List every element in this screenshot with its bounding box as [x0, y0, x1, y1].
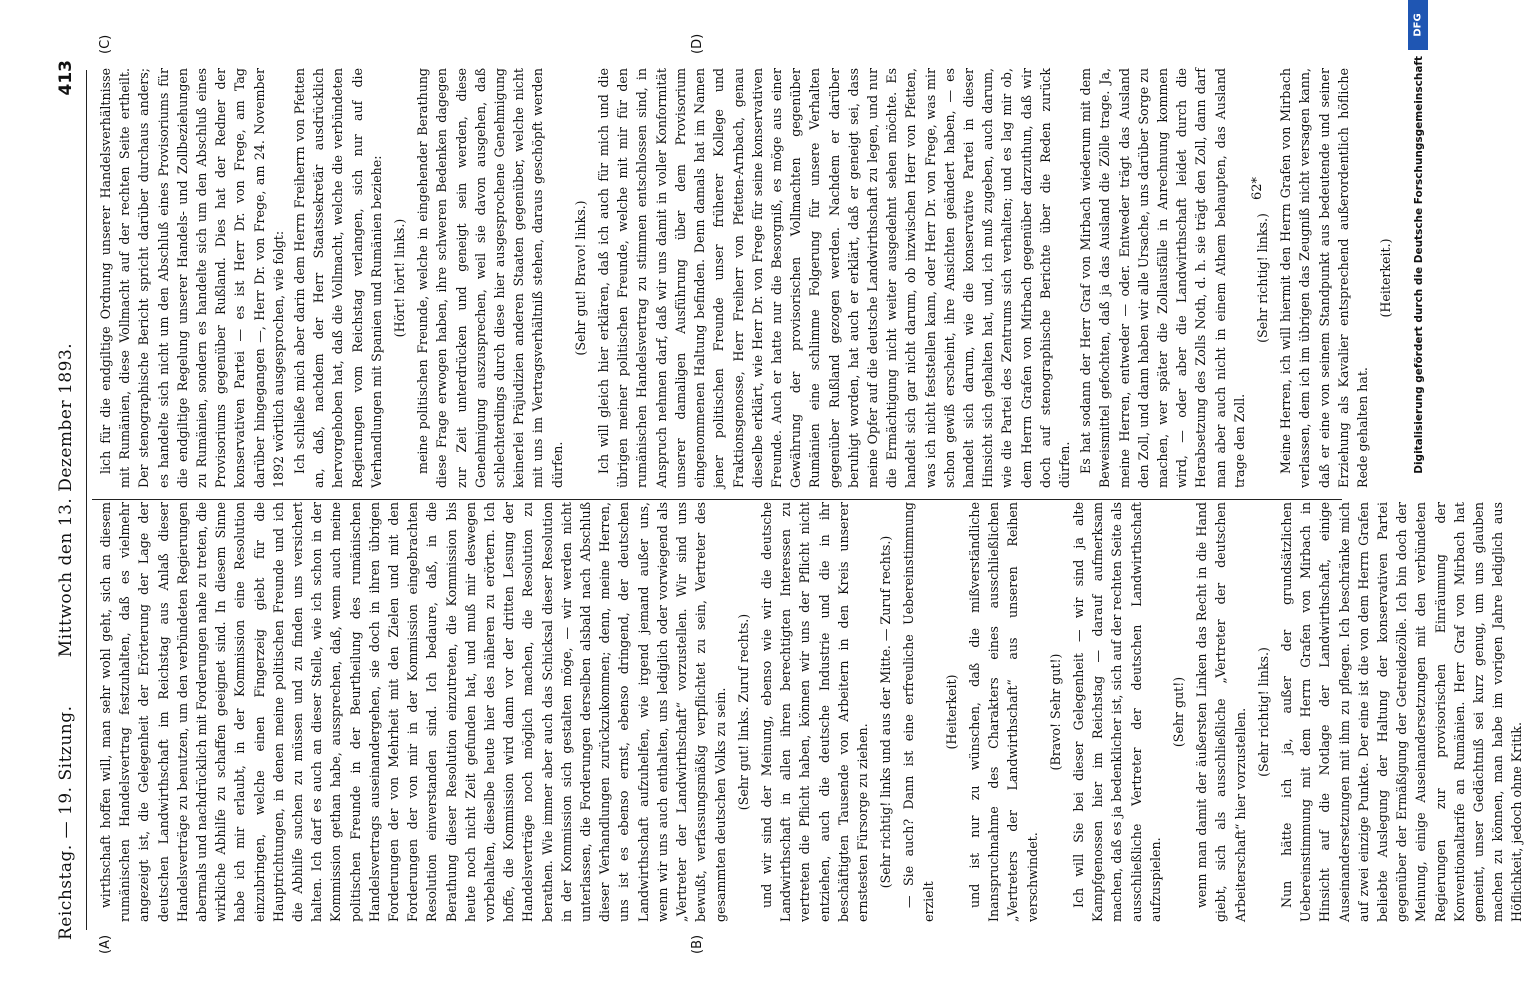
- dfg-notice: Digitalisierung gefördert durch die Deutsche Forschungsgemeinschaft: [1413, 56, 1425, 474]
- paragraph: Ich will gleich hier erklären, daß ich auch für mich und die übrigen meiner politischen Freunde, welche mit mir für den rumänischen Handelsvertrag zu stimmen entschlossen sind, in Anspruch nehmen darf, daß wir uns damit in voller Konformität unserer damaligen Ausführung über dem Provisorium eingenommenen Haltung befinden. Denn damals hat im Namen jener politischen Freunde unser früherer Kollege und Fraktionsgenosse, Herr Freiherr von Pfetten-Arnbach, genau dieselbe erklärt, wie Herr Dr. von Frege für seine konservativen Freunde. Auch er hatte nur die Besorgniß, es möge aus einer Gewährung der provisorischen Vollmachten gegenüber Rumänien eine schlimme Folgerung für unsere Verhalten gegenüber Rußland gezogen werden. Nachdem er darüber beruhigt worden, hat auch er erklärt, daß er geneigt sei, dass meine Opfer auf die deutsche Landwirthschaft zu legen, und nur die Ermächtigung nicht weiter ausgedehnt sehen möchte. Es handelt sich gar nicht darum, ob inzwischen Herr von Pfetten, was ich nicht feststellen kann, oder Herr Dr. von Frege, was mir schon gewiß erscheint, ihre Ansichten geändert haben, — es handelt sich darum, wie die konservative Partei in dieser Hinsicht sich gehalten hat, und, ich muß zugeben, auch darum, wie die Partei des Zentrums sich verhalten; und es lag mir ob, dem Herrn Grafen von Mirbach gegenüber darzuthun, daß wir doch auf stenographische Berichte über die Reden zurück dürfen.: [596, 68, 1072, 488]
- header-date: Mittwoch den 13. Dezember 1893.: [56, 342, 76, 658]
- interjection: (Hört! hört! links.): [392, 218, 408, 338]
- paragraph: Es hat sodann der Herr Graf von Mirbach wiederum mit dem Beweismittel gefochten, daß ja das Ausland die Zölle trage. Ja, meine Herren, entweder — oder. Entweder trägt das Ausland den Zoll, und dann haben wir alle Ursache, uns darüber Sorge zu machen, wer später die Zollausfälle in Anrechnung kommen wird, — oder aber die Landwirthschaft leidet durch die Herabsetzung des Zolls Noth, d. h. sie trägt den Zoll, dann darf man aber auch nicht in einem Athem behaupten, das Ausland trage den Zoll.: [1078, 68, 1247, 488]
- paragraph: lich für die endgiltige Ordnung unserer Handelsverhältnisse mit Rumänien, diese Vollmacht auf der rechten Seite ertheilt. Der stenographische Bericht spricht darüber durchaus anders; es handelte sich nicht um den Abschluß eines Provisoriums für die endgiltige Regelung unserer Handels- und Zollbeziehungen zu Rumänien, sondern es handelte sich um den Abschluß eines Provisoriums gegenüber Rußland. Dies hat der Redner der konservativen Partei — es ist Herr Dr. von Frege, am Tag darüber hingegangen —, Herr Dr. von Frege, am 24. November 1892 wörtlich ausgesprochen, wie folgt:: [98, 68, 286, 488]
- interjection: (Heiterkeit): [943, 674, 959, 750]
- interjection: (Sehr gut! Bravo! links.): [572, 200, 588, 356]
- interjection: (Bravo! Sehr gut!): [1047, 653, 1063, 771]
- interjection: (Heiterkeit.): [1378, 238, 1394, 318]
- interjection: (Sehr gut! links. Zuruf rechts.): [735, 613, 751, 811]
- dfg-logo-text: DFG: [1412, 13, 1424, 37]
- paragraph: Meine Herren, ich will hiermit den Herrn Grafen von Mirbach verlassen, dem ich im übrigen das Zeugniß nicht versagen kann, daß er eine von seinem Standpunkt aus bedeutende und seiner Erziehung als Kavalier entsprechend außerordentlich höfliche Rede gehalten hat.: [1278, 68, 1370, 488]
- margin-mark-c: (C): [98, 34, 113, 54]
- dfg-logo: [1408, 0, 1428, 50]
- paragraph: und wir sind der Meinung, ebenso wie wir die deutsche Landwirthschaft in allen ihren berechtigten Interessen zu vertreten die Pflicht haben, können wir uns der Pflicht nicht entziehen, auch die deutsche Industrie und die in ihr beschäftigten Tausende von Arbeitern in den Kreis unserer ernstesten Fürsorge zu ziehen.: [758, 502, 870, 922]
- margin-mark-b: (B): [690, 934, 705, 954]
- page-header: [56, 60, 84, 940]
- column-divider: [92, 499, 1342, 500]
- paragraph: Nun hätte ich ja, außer der grundsätzlichen Uebereinstimmung mit dem Herrn Grafen von Mirbach in Hinsicht auf die Notlage der Landwirthschaft, einige Auseinandersetzungen mit ihm zu pflegen. Ich beschränke mich auf zwei einzige Punkte. Der eine ist die von dem Herrn Grafen beliebte Auslegung der Haltung der konservativen Partei gegenüber der Ermäßigung der Getreidezölle. Ich bin doch der Meinung, einige Auseinandersetzungen mit den verbündeten Regierungen zur provisorischen Einräumung der Konventionaltarife an Rumänien. Herr Graf von Mirbach hat gemeint, unser Gedächtniß sei kurz genug, um uns glauben machen zu können, man habe im vorigen Jahre lediglich aus Höflichkeit, jedoch ohne Kritik.: [1278, 502, 1525, 922]
- header-left: Reichstag. — 19. Sitzung.: [56, 705, 76, 940]
- interjection: (Sehr gut!): [1170, 676, 1186, 748]
- quotation: meine politischen Freunde, welche in eingehender Berathung diese Frage erwogen haben, ihre schweren Bedenken dagegen zur Zeit unterdrücken und geneigt sein werden, diese Genehmigung auszusprechen, weil sie davon ausgehen, daß schlechterdings durch diese hier ausgesprochene Genehmigung keinerlei Präjudizien anderen Staaten gegenüber, welche nicht mit uns im Vertragsverhältniß stehen, daraus geschöpft werden dürfen.: [415, 68, 565, 488]
- signature-mark: 62*: [1250, 176, 1265, 200]
- paragraph: wirthschaft hoffen will, man sehr wohl geht, sich an diesem rumänischen Handelsvertrag festzuhalten, daß es vielmehr angezeigt ist, die Gelegenheit der Erörterung der Lage der deutschen Landwirthschaft im Reichstag aus Anlaß dieser Handelsverträge zu benutzen, um den verbündeten Regierungen abermals und nachdrücklich mit Forderungen nahe zu treten, die wirkliche Abhilfe zu schaffen geeignet sind. In diesem Sinne habe ich mir erlaubt, in der Kommission eine Resolution einzubringen, welche einen Fingerzeig giebt für die Hauptrichtungen, in denen meine politischen Freunde und ich die Abhilfe suchen zu müssen und zu finden uns versichert halten. Ich darf es auch an dieser Stelle, wie ich schon in der Kommission gethan habe, aussprechen, daß, wenn auch meine politischen Freunde in der Beurtheilung des rumänischen Handelsvertrags auseinandergehen, sie doch in ihren übrigen Forderungen der von Mehrheit mit den Zielen und mit den Forderungen der von mir in der Kommission eingebrachten Resolution einverstanden sind. Ich bedaure, daß, in die Berathung dieser Resolution einzutreten, die Kommission bis heute noch nicht Zeit gefunden hat, und muß mir deswegen vorbehalten, dieselbe heute hier des näheren zu erörtern. Ich hoffe, die Kommission wird dann vor der dritten Lesung der Handelsverträge noch möglich machen, die Resolution zu berathen. Wie immer aber auch das Schicksal dieser Resolution in der Kommission sich gestalten möge, — wir werden nicht unterlassen, die Forderungen derselben alsbald nach Abschluß dieser Verhandlungen zurückzukommen; denn, meine Herren, uns ist es ebenso ernst, ebenso dringend, der deutschen Landwirthschaft aufzuhelfen, wie irgend jemand außer uns, wenn wir uns auch enthalten, uns lediglich oder vorwiegend als „Vertreter der Landwirthschaft“ vorzustellen. Wir sind uns bewußt, verfassungsmäßig verpflichtet zu sein, Vertreter des gesammten deutschen Volks zu sein.: [98, 502, 728, 922]
- paragraph: Ich will Sie bei dieser Gelegenheit — wir sind ja alte Kampfgenossen hier im Reichstag — darauf aufmerksam machen, daß es ja bedenklicher ist, sich auf der rechten Seite als ausschließliche Vertreter der deutschen Landwirthschaft aufzuspielen.: [1070, 502, 1163, 922]
- margin-mark-a: (A): [98, 934, 113, 954]
- paragraph: wenn man damit der äußersten Linken das Recht in die Hand giebt, sich als ausschließliche „Vertreter der deutschen Arbeiterschaft“ hier vorzustellen.: [1194, 502, 1248, 922]
- dfg-strip: [1406, 0, 1428, 1000]
- paragraph: und ist nur zu wünschen, daß die mißverständliche Inanspruchnahme des Charakters eines ausschließlichen „Vertreters der Landwirthschaft“ aus unseren Reihen verschwindet.: [966, 502, 1040, 922]
- paragraph: — Sie auch? Dann ist eine erfreuliche Uebereinstimmung erzielt: [901, 502, 936, 922]
- interjection: (Sehr richtig! links.): [1254, 213, 1270, 343]
- page-number: 413: [56, 60, 76, 96]
- interjection: (Sehr richtig! links und aus der Mitte. — Zuruf rechts.): [878, 535, 894, 889]
- left-column: [96, 502, 1529, 922]
- margin-mark-d: (D): [690, 33, 705, 54]
- quotation: Ich schließe mich aber darin dem Herrn Freiherrn von Pfetten an, daß, nachdem der Herr Staatssekretär ausdrücklich hervorgehoben hat, daß die Vollmacht, welche die verbündeten Regierungen vom Reichstag verlangen, sich nur auf die Verhandlungen mit Spanien und Rumänien beziehe:: [292, 68, 384, 488]
- right-column: [96, 68, 1399, 488]
- interjection: (Sehr richtig! links.): [1255, 647, 1271, 777]
- header-rule: [86, 70, 87, 930]
